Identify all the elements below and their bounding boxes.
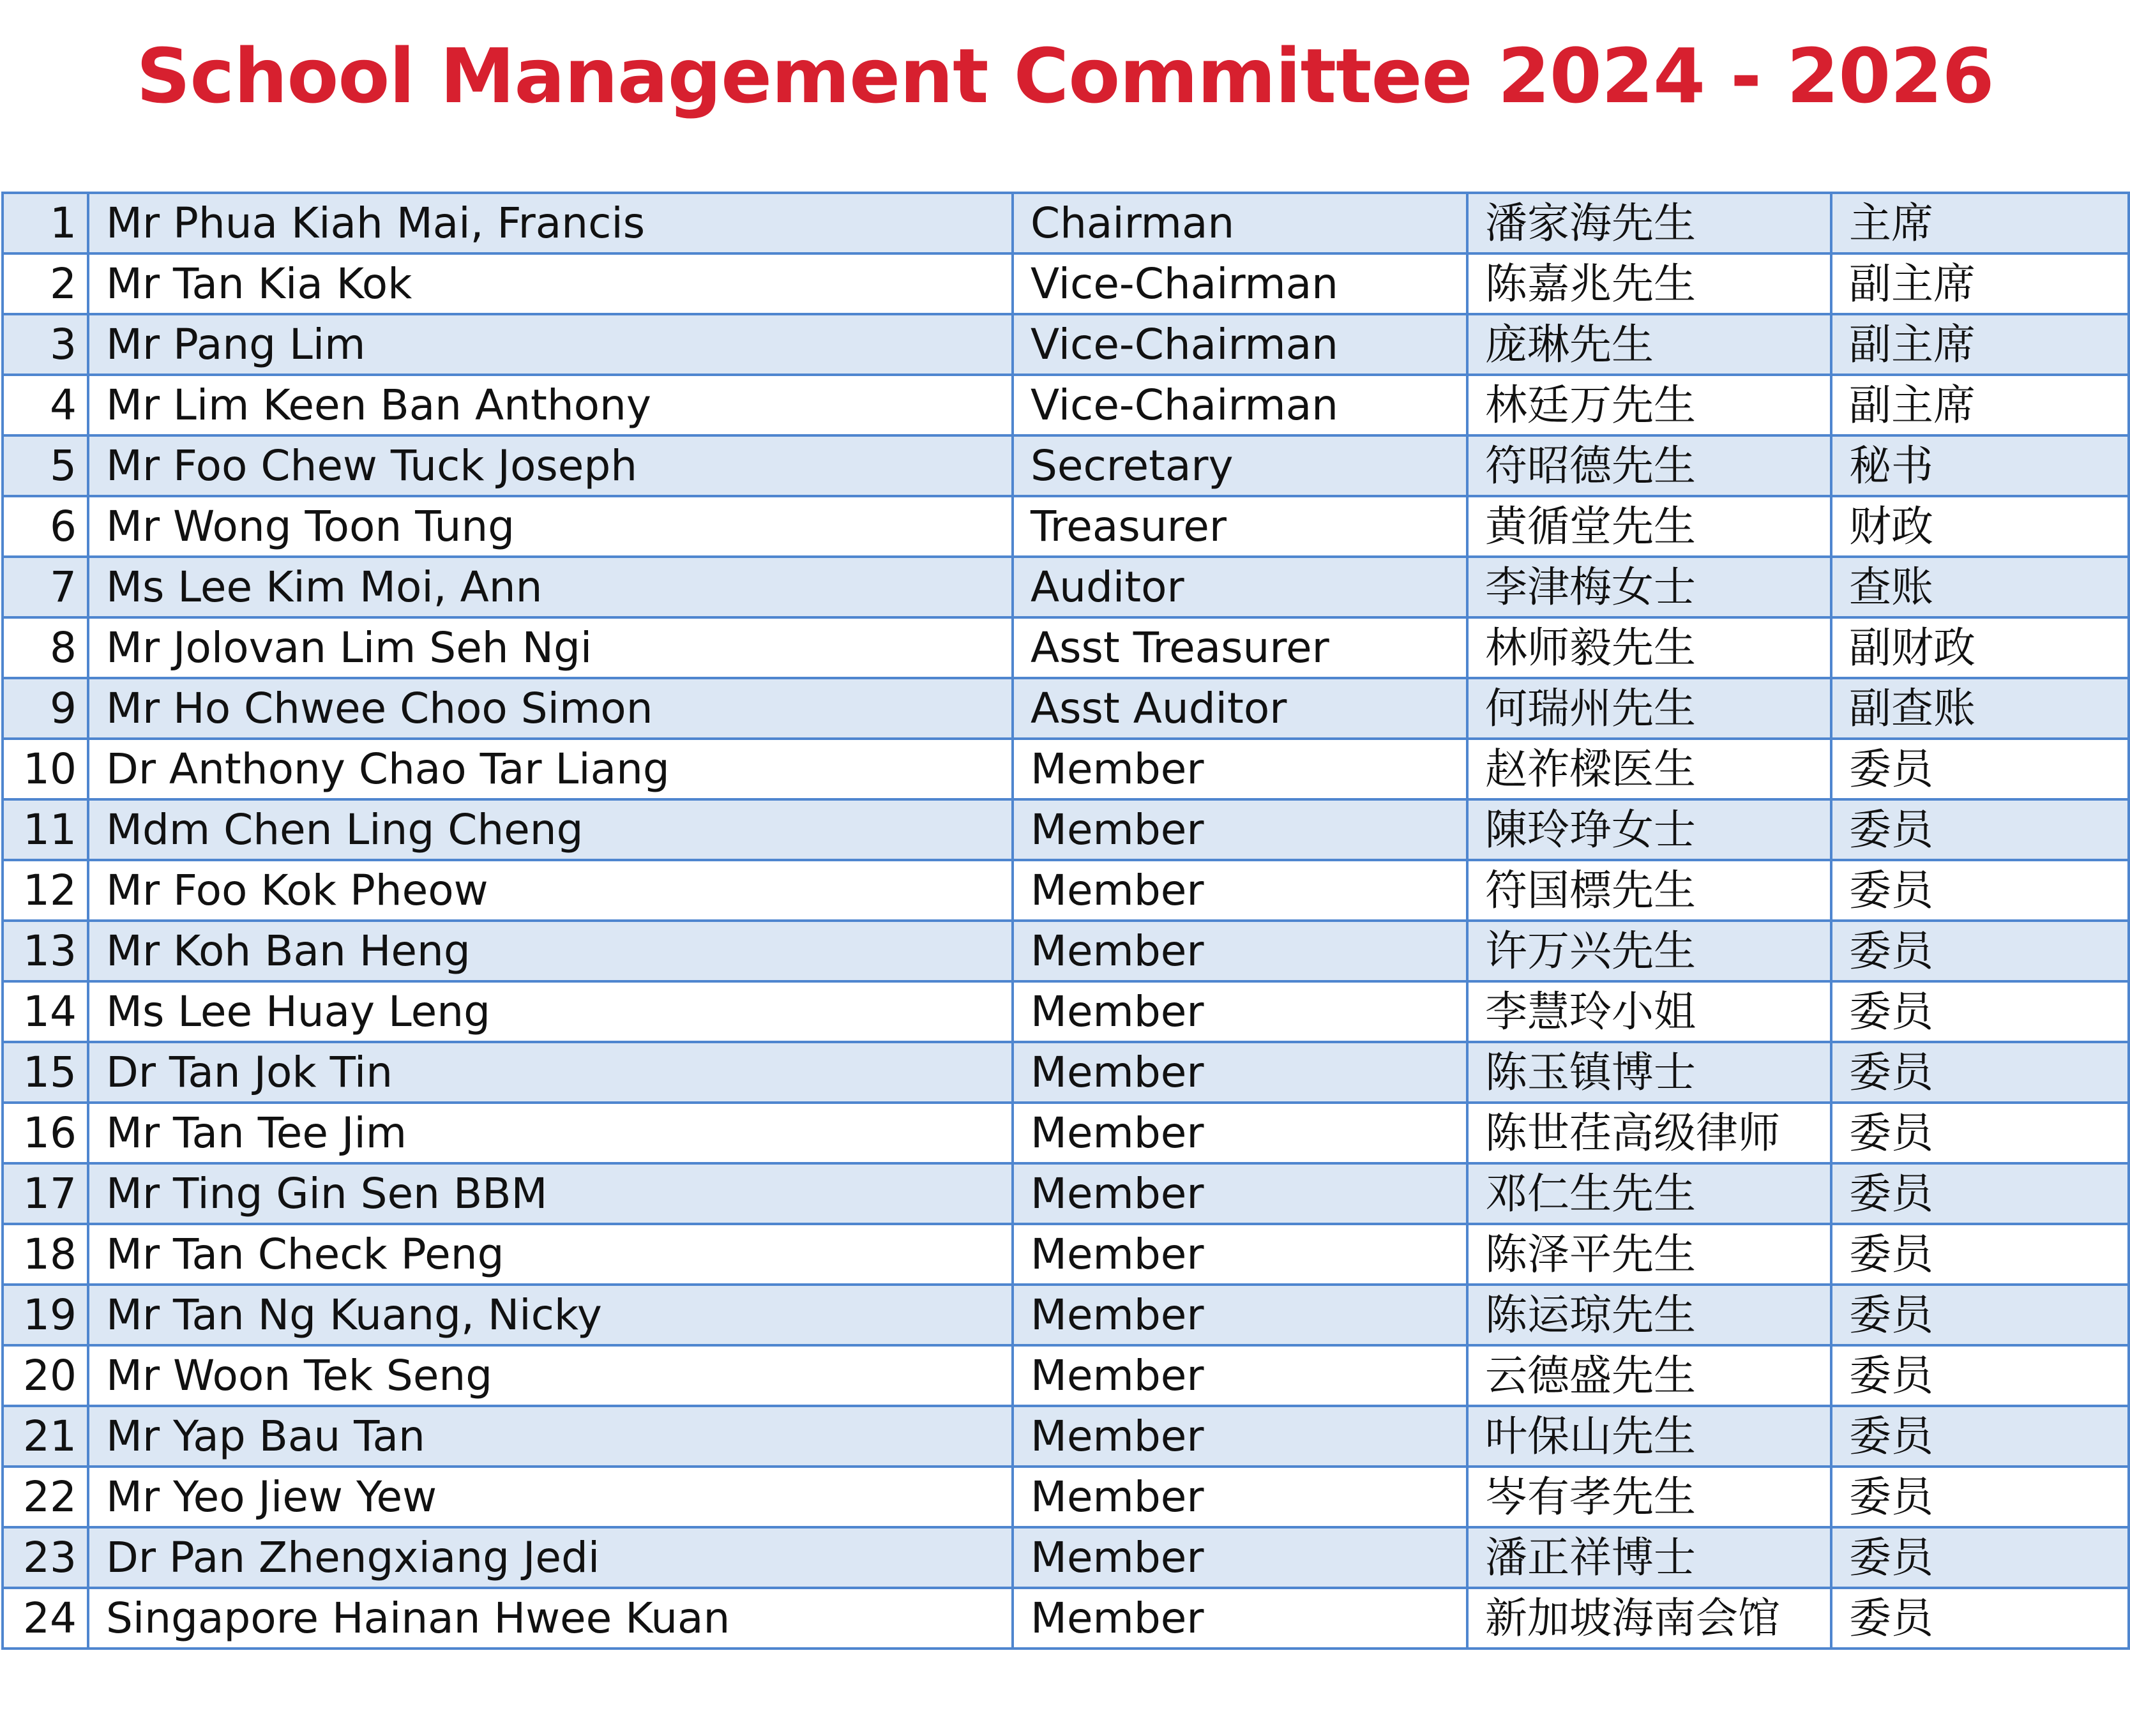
table-row [3,617,2129,678]
member-name-chinese: 潘家海先生 [1467,193,1831,253]
table-row [3,314,2129,375]
member-name-chinese: 陈世荏高级律师 [1467,1103,1831,1163]
member-role: Member [1013,1345,1467,1406]
row-number: 7 [3,557,88,617]
member-name: Singapore Hainan Hwee Kuan [88,1588,1013,1649]
row-number: 1 [3,193,88,253]
member-name: Mr Tan Check Peng [88,1224,1013,1285]
table-row [3,1467,2129,1527]
table-row [3,1588,2129,1649]
member-role-chinese: 委员 [1831,1345,2129,1406]
member-name: Mr Yap Bau Tan [88,1406,1013,1467]
member-role-chinese: 委员 [1831,921,2129,981]
row-number: 13 [3,921,88,981]
member-name: Mr Foo Chew Tuck Joseph [88,435,1013,496]
member-name-chinese: 陳玲琤女士 [1467,799,1831,860]
member-role: Member [1013,921,1467,981]
table-row [3,1042,2129,1103]
table-row [3,1527,2129,1588]
member-name: Mr Wong Toon Tung [88,496,1013,557]
committee-table-body [3,193,2129,1649]
member-role: Member [1013,1406,1467,1467]
member-role-chinese: 委员 [1831,739,2129,799]
member-role-chinese: 副财政 [1831,617,2129,678]
member-name-chinese: 许万兴先生 [1467,921,1831,981]
row-number: 2 [3,253,88,314]
table-row [3,1285,2129,1345]
table-row [3,739,2129,799]
member-name: Ms Lee Kim Moi, Ann [88,557,1013,617]
member-name-chinese: 陈嘉兆先生 [1467,253,1831,314]
member-name-chinese: 李津梅女士 [1467,557,1831,617]
member-role-chinese: 委员 [1831,1224,2129,1285]
member-name: Mr Lim Keen Ban Anthony [88,375,1013,435]
member-role: Vice-Chairman [1013,375,1467,435]
member-role: Member [1013,799,1467,860]
member-role-chinese: 委员 [1831,1042,2129,1103]
member-name: Mr Tan Ng Kuang, Nicky [88,1285,1013,1345]
member-role: Member [1013,860,1467,921]
row-number: 21 [3,1406,88,1467]
member-role-chinese: 副主席 [1831,314,2129,375]
member-name-chinese: 潘正祥博士 [1467,1527,1831,1588]
page-title: School Management Committee 2024 - 2026 [136,32,1994,120]
member-name-chinese: 陈玉镇博士 [1467,1042,1831,1103]
member-role: Chairman [1013,193,1467,253]
member-name: Mr Jolovan Lim Seh Ngi [88,617,1013,678]
member-name: Mdm Chen Ling Cheng [88,799,1013,860]
table-row [3,799,2129,860]
member-name: Mr Koh Ban Heng [88,921,1013,981]
row-number: 12 [3,860,88,921]
member-role: Member [1013,1224,1467,1285]
member-role: Member [1013,1042,1467,1103]
table-row [3,981,2129,1042]
table-row [3,678,2129,739]
table-row [3,496,2129,557]
member-role-chinese: 委员 [1831,1406,2129,1467]
row-number: 22 [3,1467,88,1527]
member-name: Mr Woon Tek Seng [88,1345,1013,1406]
row-number: 17 [3,1163,88,1224]
table-row [3,435,2129,496]
table-row [3,375,2129,435]
member-role: Vice-Chairman [1013,314,1467,375]
table-row [3,1103,2129,1163]
member-role-chinese: 委员 [1831,799,2129,860]
member-role: Member [1013,1163,1467,1224]
member-name: Mr Ho Chwee Choo Simon [88,678,1013,739]
member-role: Member [1013,1285,1467,1345]
member-role-chinese: 委员 [1831,1285,2129,1345]
table-row [3,193,2129,253]
member-role-chinese: 委员 [1831,860,2129,921]
row-number: 15 [3,1042,88,1103]
member-role-chinese: 委员 [1831,981,2129,1042]
member-role-chinese: 查账 [1831,557,2129,617]
row-number: 5 [3,435,88,496]
member-name-chinese: 符国標先生 [1467,860,1831,921]
row-number: 6 [3,496,88,557]
table-row [3,1406,2129,1467]
member-role: Vice-Chairman [1013,253,1467,314]
member-role: Auditor [1013,557,1467,617]
table-row [3,1224,2129,1285]
row-number: 20 [3,1345,88,1406]
member-name: Mr Tan Kia Kok [88,253,1013,314]
member-name-chinese: 叶保山先生 [1467,1406,1831,1467]
row-number: 9 [3,678,88,739]
member-role: Member [1013,1467,1467,1527]
row-number: 14 [3,981,88,1042]
row-number: 10 [3,739,88,799]
member-name-chinese: 李慧玲小姐 [1467,981,1831,1042]
row-number: 23 [3,1527,88,1588]
row-number: 3 [3,314,88,375]
member-role-chinese: 委员 [1831,1103,2129,1163]
row-number: 24 [3,1588,88,1649]
member-role: Member [1013,1588,1467,1649]
member-name-chinese: 赵祚樑医生 [1467,739,1831,799]
member-role-chinese: 委员 [1831,1527,2129,1588]
member-role-chinese: 主席 [1831,193,2129,253]
member-name-chinese: 符昭德先生 [1467,435,1831,496]
member-name-chinese: 岑有孝先生 [1467,1467,1831,1527]
member-name: Mr Yeo Jiew Yew [88,1467,1013,1527]
table-row [3,253,2129,314]
member-name-chinese: 何瑞州先生 [1467,678,1831,739]
member-role: Secretary [1013,435,1467,496]
table-row [3,921,2129,981]
member-name: Dr Anthony Chao Tar Liang [88,739,1013,799]
row-number: 19 [3,1285,88,1345]
member-role-chinese: 秘书 [1831,435,2129,496]
member-role-chinese: 副查账 [1831,678,2129,739]
member-name: Dr Tan Jok Tin [88,1042,1013,1103]
row-number: 16 [3,1103,88,1163]
member-role-chinese: 财政 [1831,496,2129,557]
member-name-chinese: 林廷万先生 [1467,375,1831,435]
member-name: Mr Phua Kiah Mai, Francis [88,193,1013,253]
row-number: 8 [3,617,88,678]
table-row [3,1163,2129,1224]
member-name-chinese: 邓仁生先生 [1467,1163,1831,1224]
member-role: Member [1013,1527,1467,1588]
member-role: Member [1013,739,1467,799]
member-name: Ms Lee Huay Leng [88,981,1013,1042]
row-number: 11 [3,799,88,860]
member-name-chinese: 庞琳先生 [1467,314,1831,375]
member-role: Member [1013,1103,1467,1163]
member-name: Mr Ting Gin Sen BBM [88,1163,1013,1224]
member-name-chinese: 云德盛先生 [1467,1345,1831,1406]
member-name-chinese: 林师毅先生 [1467,617,1831,678]
member-role: Treasurer [1013,496,1467,557]
member-role-chinese: 委员 [1831,1467,2129,1527]
member-name: Dr Pan Zhengxiang Jedi [88,1527,1013,1588]
row-number: 4 [3,375,88,435]
member-name-chinese: 新加坡海南会馆 [1467,1588,1831,1649]
member-role-chinese: 委员 [1831,1588,2129,1649]
member-role-chinese: 委员 [1831,1163,2129,1224]
member-role: Asst Treasurer [1013,617,1467,678]
committee-table [1,192,2130,1650]
member-role-chinese: 副主席 [1831,253,2129,314]
member-role: Asst Auditor [1013,678,1467,739]
member-name-chinese: 黄循堂先生 [1467,496,1831,557]
member-name: Mr Tan Tee Jim [88,1103,1013,1163]
member-role: Member [1013,981,1467,1042]
member-name-chinese: 陈运琼先生 [1467,1285,1831,1345]
member-name-chinese: 陈泽平先生 [1467,1224,1831,1285]
table-row [3,860,2129,921]
member-name: Mr Foo Kok Pheow [88,860,1013,921]
row-number: 18 [3,1224,88,1285]
table-row [3,1345,2129,1406]
table-row [3,557,2129,617]
member-name: Mr Pang Lim [88,314,1013,375]
member-role-chinese: 副主席 [1831,375,2129,435]
